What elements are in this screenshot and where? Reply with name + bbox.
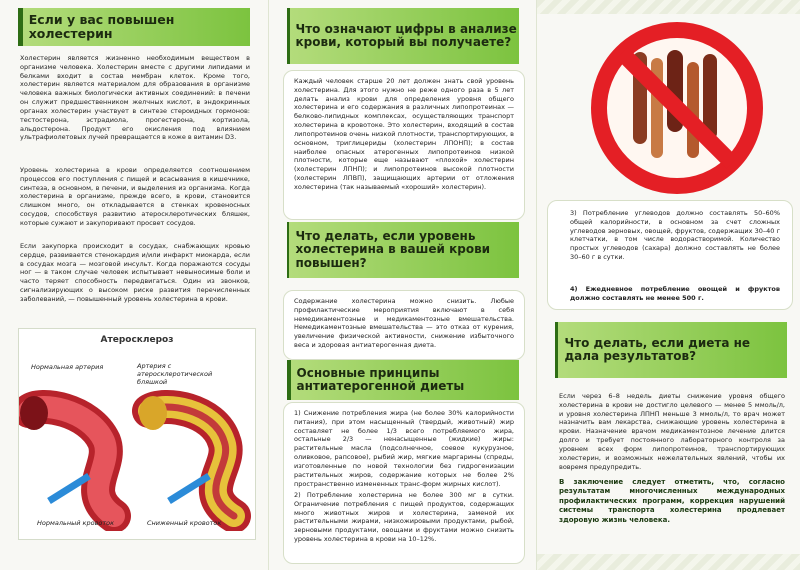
label-reduced-flow: Сниженный кровоток	[147, 519, 222, 527]
header-diet-principles: Основные принципы антиатерогенной диеты	[287, 360, 519, 400]
arteries-svg	[19, 381, 255, 531]
col1-paragraph-1: Холестерин является жизненно необходимым веществом в организме человека. Холестерин вместе с другими липидами и белками входит в состав мембран клеток. Кроме того, холестерин является материалом для образования в организме человека важных биологически активных соединений: в печени он служит предшественником желчных кислот, в эндокринных органах холестерин участвует в синтезе стероидных гормонов: тестостерона, эстрадиола, прогестерона, кортизола, альдостерона. Продукт его окисления под влиянием ультрафиолетовых лучей превращается в коже в витамин D3.	[20, 54, 250, 142]
header-marker	[555, 322, 558, 378]
forbidden-meat-icon	[587, 18, 767, 198]
header-marker	[287, 8, 290, 64]
card-blood-test	[283, 70, 525, 220]
column-2	[268, 0, 537, 570]
vegetables-text: 4) Ежедневное потребление овощей и фруктов должно составлять не менее 500 г.	[570, 285, 780, 302]
header-what-numbers-mean: Что означают цифры в анализе крови, который вы получаете?	[287, 8, 519, 64]
diagram-title: Атеросклероз	[100, 335, 174, 345]
label-normal-flow: Нормальный кровоток	[37, 519, 115, 527]
top-stripes	[537, 0, 800, 14]
carbs-text: 3) Потребление углеводов должно составлять 50–60% общей калорийности, в основном за счет сложных углеводов зерновых, овощей, фруктов, содержащих 30–40 г клетчатки, в том числе водорастворимой. Количество простых углеводов (сахара) должно составлять не более 30–60 г в сутки.	[570, 209, 780, 262]
conclusion-text: В заключение следует отметить, что, согласно результатам многочисленных международных профилактических программ, коррекция нарушений системы транспорта холестерина продлевает здоровую жизнь человека.	[559, 478, 785, 524]
col2-card1-text: Каждый человек старше 20 лет должен знать свой уровень холестерина. Для этого нужно не реже одного раза в 5 лет делать анализ крови для определения уровня общего холестерина и его содержания в различных липопротеинах — белково-липидных комплексах, осуществляющих транспорт холестерина в кровотоке. Это холестерин, входящий в состав липопротеинов очень низкой плотности, транспортирующих, в основном, триглицериды (холестерин ЛПОНП); в состав наиболее опасных атерогенных липопротеинов низкой плотности, которые еще называют «плохой» холестерин (холестерин ЛПНП); и липопротеинов высокой плотности (холестерин ЛПВП), защищающих артерии от отложения холестерина (так называемый «хороший» холестерин).	[294, 77, 514, 191]
header-marker	[18, 8, 23, 46]
artery-diagram	[18, 328, 256, 540]
column-1	[0, 0, 268, 570]
label-normal-artery: Нормальная артерия	[31, 363, 104, 371]
bottom-stripes	[537, 554, 800, 570]
col3-paragraph: Если через 6–8 недель диеты снижение уровня общего холестерина в крови не достигло целевого — менее 5 ммоль/л, и уровня холестерина ЛПНП меньше 3 ммоль/л, то врач может назначить вам лекарства, снижающие уровень холестерина в крови. Назначение врачом медикаментозное лечение длится долго и требует постоянного лабораторного контроля за уровнем всех форм липопротеинов, транспортирующих холестерин, и возможных нежелательных явлений, чтобы их вовремя предупредить.	[559, 392, 785, 471]
plaque-artery-opening	[139, 396, 167, 430]
header-cholesterol-high: Если у вас повышен холестерин	[18, 8, 250, 46]
card-carbs	[547, 200, 793, 310]
header-marker	[287, 222, 289, 278]
col1-paragraph-2: Уровень холестерина в крови определяется соотношением процессов его поступления с пищей и всасывания в кишечнике, синтеза, в основном, в печени, и выделения из организма. Когда холестерина в организме, прежде всего, в крови, становится слишком много, он откладывается в стенках кровеносных сосудов, способствуя развитию атеросклеротических бляшек, которые сужают и закупоривают просвет сосудов.	[20, 166, 250, 227]
diet-principle-2: 2) Потребление холестерина не более 300 мг в сутки. Ограничение потребления с пищей продуктов, содержащих много животных жиров и холестерина, заменой их растительными жирами, низкожировыми продуктами, рыбой, зерновыми продуктами, овощами и фруктами можно снизить уровень холестерина в крови на 10–12%.	[294, 491, 514, 544]
normal-artery-opening	[20, 396, 48, 430]
diet-principle-1: 1) Снижение потребления жира (не более 30% калорийности питания), при этом насыщенный (твердый, животный) жир составляет не более 1/3 всего потребляемого жира, остальные 2/3 — ненасыщенные (жидкие) жиры: растительные масла (подсолнечное, соевое кукурузное, оливковое, рапсовое), рыбий жир, мягкие маргарины (спреды, изготовленные по новой технологии без гидрогенизации растительных жиров, содержание которых не более 2% пространственно измененных транс-форм жирных кислот).	[294, 409, 514, 488]
card-diet-principles	[283, 402, 525, 564]
col1-paragraph-3: Если закупорка происходит в сосудах, снабжающих кровью сердце, развивается стенокардия и/или инфаркт миокарда, если в сосудах мозга — мозговой инсульт. Когда поражаются сосуды ног — в таком случае человек испытывает невыносимые боли и часто теряет способность передвигаться. Один из звонков, сигнализирующих о высоком риске развития перечисленных заболеваний, — повышенный уровень холестерина в крови.	[20, 242, 250, 303]
card-lower-cholesterol	[283, 290, 525, 360]
label-plaque-artery: Артерия с атеросклеротической бляшкой	[137, 362, 213, 386]
header-what-to-do-high: Что делать, если уровень холестерина в вашей крови повышен?	[287, 222, 519, 278]
column-3	[536, 0, 800, 570]
header-diet-failed: Что делать, если диета не дала результатов?	[555, 322, 787, 378]
header-marker	[287, 360, 291, 400]
no-sausage-image	[587, 18, 767, 198]
col2-card2-text: Содержание холестерина можно снизить. Любые профилактические мероприятия включают в себя немедикаментозные и медикаментозные вмешательства. Немедикаментозные вмешательства — это отказ от курения, увеличение физической активности, снижение избыточного веса и здоровая антиатерогенная диета.	[294, 297, 514, 350]
